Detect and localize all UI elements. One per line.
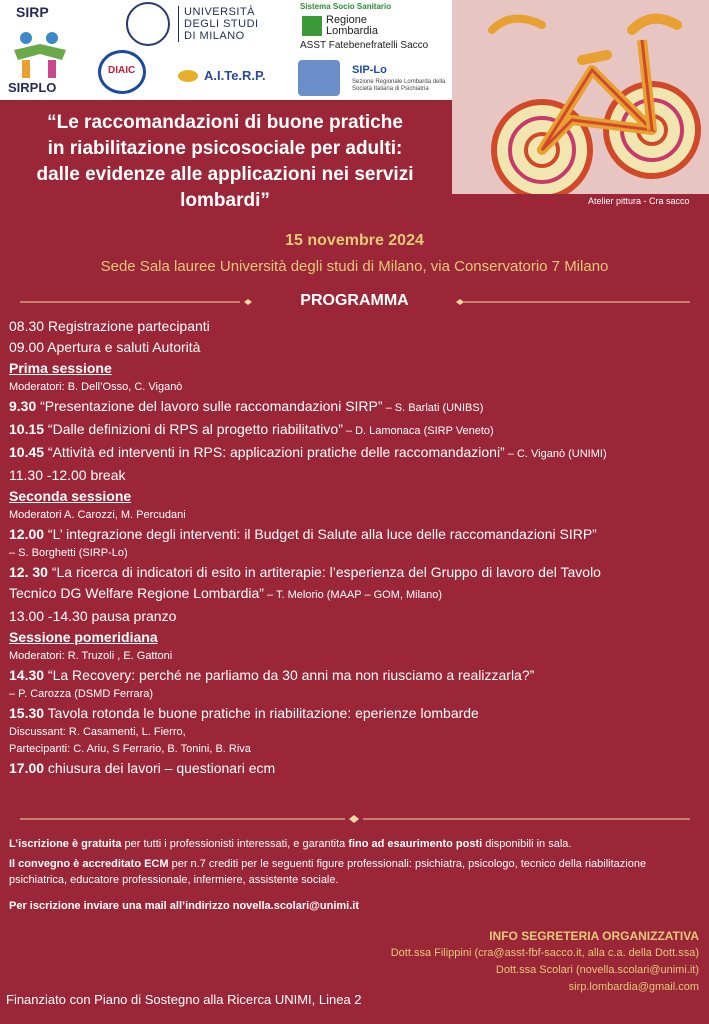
regione-lombardia-logo	[298, 2, 450, 54]
agenda-item: 10.15 “Dalle definizioni di RPS al progetto riabilitativo” – D. Lamonaca (SIRP Veneto)	[9, 421, 494, 437]
agenda-item: 12.00 “L’ integrazione degli interventi: il Budget di Salute alla luce delle raccomandazioni SIRP”	[9, 526, 597, 542]
diaic-logo-text: DIAIC	[108, 65, 136, 76]
agenda-item-continued: Tecnico DG Welfare Regione Lombardia” – T. Melorio (MAAP – GOM, Milano)	[9, 585, 443, 601]
siplo-description: Sezione Regionale Lombarda della Società Italiana di Psichiatria	[352, 79, 446, 92]
contact-line: sirp.lombardia@gmail.com	[568, 981, 699, 993]
agenda-item: 14.30 “La Recovery: perché ne parliamo da 30 anni ma non riusciamo a realizzarla?”	[9, 667, 535, 683]
agenda-item: 13.00 -14.30 pausa pranzo	[9, 608, 177, 624]
contact-heading: INFO SEGRETERIA ORGANIZZATIVA	[489, 929, 699, 943]
asst-name: ASST Fatebenefratelli Sacco	[300, 40, 429, 51]
sirp-logo-text: SIRP	[16, 4, 49, 20]
bottom-divider	[0, 812, 709, 826]
agenda-item: 12. 30 “La ricerca di indicatori di esito in artiterapie: l’esperienza del Gruppo di lavoro del Tavolo	[9, 564, 601, 580]
session-title-3: Sessione pomeridiana	[9, 629, 158, 645]
moderators: Moderatori: R. Truzoli , E. Gattoni	[9, 650, 173, 662]
diaic-logo	[98, 50, 152, 96]
regione-name: Regione Lombardia	[326, 14, 378, 37]
aiterp-logo-text: A.I.Te.R.P.	[204, 68, 266, 83]
aiterp-mark-icon	[178, 70, 198, 82]
segreteria-contact	[391, 928, 699, 996]
programma-title: PROGRAMMA	[300, 292, 409, 309]
funding-footer: Finanziato con Piano di Sostegno alla Ricerca UNIMI, Linea 2	[6, 992, 362, 1007]
agenda	[9, 316, 704, 779]
agenda-item: 15.30 Tavola rotonda le buone pratiche in riabilitazione: eperienze lombarde	[9, 705, 479, 721]
session-title-2: Seconda sessione	[9, 488, 132, 504]
info-iscrizione: L’iscrizione è gratuita per tutti i professionisti interessati, e garantita fino ad esaurimento posti disponibili in sala.	[9, 838, 572, 850]
discussant: Discussant: R. Casamenti, L. Fierro,	[9, 726, 186, 738]
moderators: Moderatori: B. Dell’Osso, C. Viganò	[9, 381, 183, 393]
bicycle-painting	[452, 0, 709, 194]
event-title: “Le raccomandazioni di buone pratiche in riabilitazione psicosociale per adulti: dalle evidenze alle applicazioni nei servizi lombardi”	[36, 112, 414, 211]
unimi-logo-text: UNIVERSITÀ DEGLI STUDI DI MILANO	[178, 6, 259, 42]
partecipanti: Partecipanti: C. Ariu, S Ferrario, B. Tonini, B. Riva	[9, 743, 251, 755]
aiterp-logo	[178, 64, 278, 88]
info-email: Per iscrizione inviare una mail all’indirizzo novella.scolari@unimi.it	[9, 900, 359, 912]
moderators: Moderatori A. Carozzi, M. Percudani	[9, 509, 186, 521]
sistema-socio-sanitario: Sistema Socio Sanitario	[300, 2, 392, 11]
agenda-item: 11.30 -12.00 break	[9, 467, 126, 483]
agenda-item: 17.00 chiusura dei lavori – questionari ecm	[9, 760, 276, 776]
speaker: – P. Carozza (DSMD Ferrara)	[9, 688, 154, 700]
info-ecm: Il convegno è accreditato ECM per n.7 crediti per le seguenti figure professionali: psichiatra, psicologo, tecnico della riabilitazione psichiatrica, educatore professionale, infermiere, assistente sociale.	[9, 858, 647, 886]
lombardia-map-icon	[298, 60, 340, 96]
bicycle-painting-icon	[452, 0, 709, 194]
event-venue: Sede Sala lauree Università degli studi di Milano, via Conservatorio 7 Milano	[100, 258, 609, 275]
unimi-logo	[126, 2, 296, 48]
contact-line: Dott.ssa Filippini (cra@asst-fbf-sacco.it, alla c.a. della Dott.ssa)	[390, 947, 699, 959]
event-date: 15 novembre 2024	[285, 232, 424, 249]
painting-caption: Atelier pittura - Cra sacco	[588, 196, 690, 206]
siplo-logo-text: SIP-Lo	[352, 64, 387, 76]
session-title-1: Prima sessione	[9, 360, 112, 376]
speaker: – S. Borghetti (SIRP-Lo)	[9, 547, 128, 559]
agenda-item: 9.30 “Presentazione del lavoro sulle raccomandazioni SIRP” – S. Barlati (UNIBS)	[9, 398, 484, 414]
programma-header	[0, 290, 709, 314]
sirplo-logo-text: SIRPLO	[8, 80, 57, 95]
siplo-logo	[298, 58, 450, 98]
agenda-item: 10.45 “Attività ed interventi in RPS: applicazioni pratiche delle raccomandazioni” – C. Viganò (UNIMI)	[9, 444, 607, 460]
registration-info	[9, 836, 704, 918]
contact-line: Dott.ssa Scolari (novella.scolari@unimi.it)	[495, 964, 699, 976]
unimi-seal-icon	[126, 2, 170, 46]
agenda-item: 08.30 Registrazione partecipanti	[9, 318, 210, 334]
regione-cross-icon	[302, 16, 322, 36]
sirp-logo	[4, 4, 76, 96]
logos-band	[0, 0, 452, 100]
agenda-item: 09.00 Apertura e saluti Autorità	[9, 339, 201, 355]
bottom-divider-line	[0, 812, 709, 826]
